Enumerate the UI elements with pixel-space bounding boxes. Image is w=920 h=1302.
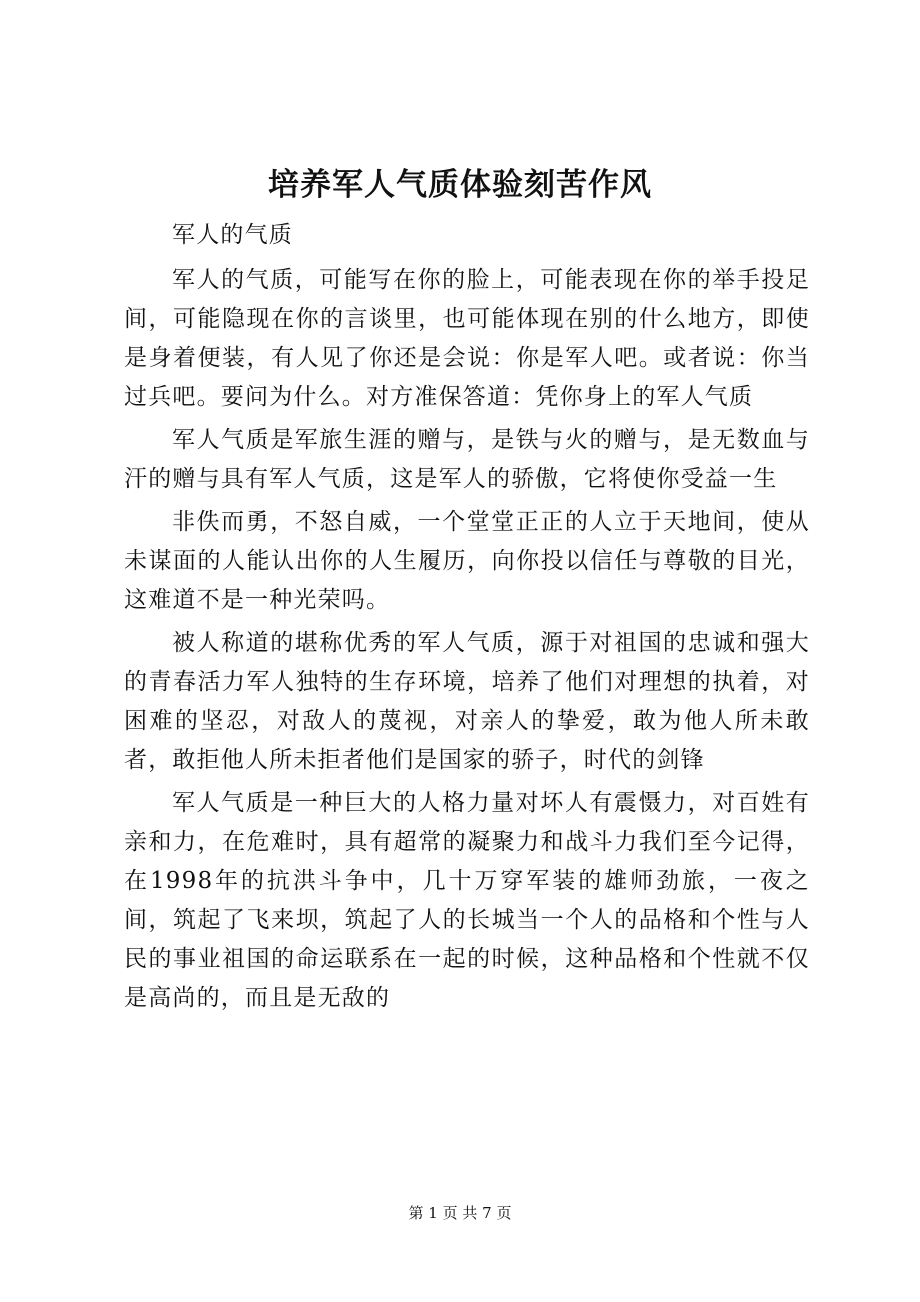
paragraph-1: 军人的气质，可能写在你的脸上，可能表现在你的举手投足间，可能隐现在你的言谈里，也可能体现在别的什么地方，即使是身着便装，有人见了你还是会说：你是军人吧。或者说：你当过兵吧。要问为什么。对方准保答道：凭你身上的军人气质	[124, 267, 810, 410]
paragraph-4: 被人称道的堪称优秀的军人气质，源于对祖国的忠诚和强大的青春活力军人独特的生存环境，培养了他们对理想的执着，对困难的坚忍，对敌人的蔑视，对亲人的挚爱，敢为他人所未敢者，敢拒他人所未拒者他们是国家的骄子，时代的剑锋	[124, 630, 810, 773]
paragraph-5: 军人气质是一种巨大的人格力量对坏人有震慑力，对百姓有亲和力，在危难时，具有超常的凝聚力和战斗力我们至今记得，在1998年的抗洪斗争中，几十万穿军装的雄师劲旅，一夜之间，筑起了飞来坝，筑起了人的长城当一个人的品格和个性与人民的事业祖国的命运联系在一起的时候，这种品格和个性就不仅是高尚的，而且是无敌的	[124, 790, 810, 1011]
document-title: 培养军人气质体验刻苦作风	[268, 167, 652, 203]
paragraph-2: 军人气质是军旅生涯的赠与，是铁与火的赠与，是无数血与汗的赠与具有军人气质，这是军人的骄傲，它将使你受益一生	[124, 427, 810, 492]
paragraph-3: 非佚而勇，不怒自威，一个堂堂正正的人立于天地间，使从未谋面的人能认出你的人生履历，向你投以信任与尊敬的目光，这难道不是一种光荣吗。	[124, 509, 810, 613]
document-body	[124, 216, 810, 1022]
page-footer: 第 1 页 共 7 页	[408, 1204, 512, 1222]
section-heading: 军人的气质	[172, 222, 293, 248]
